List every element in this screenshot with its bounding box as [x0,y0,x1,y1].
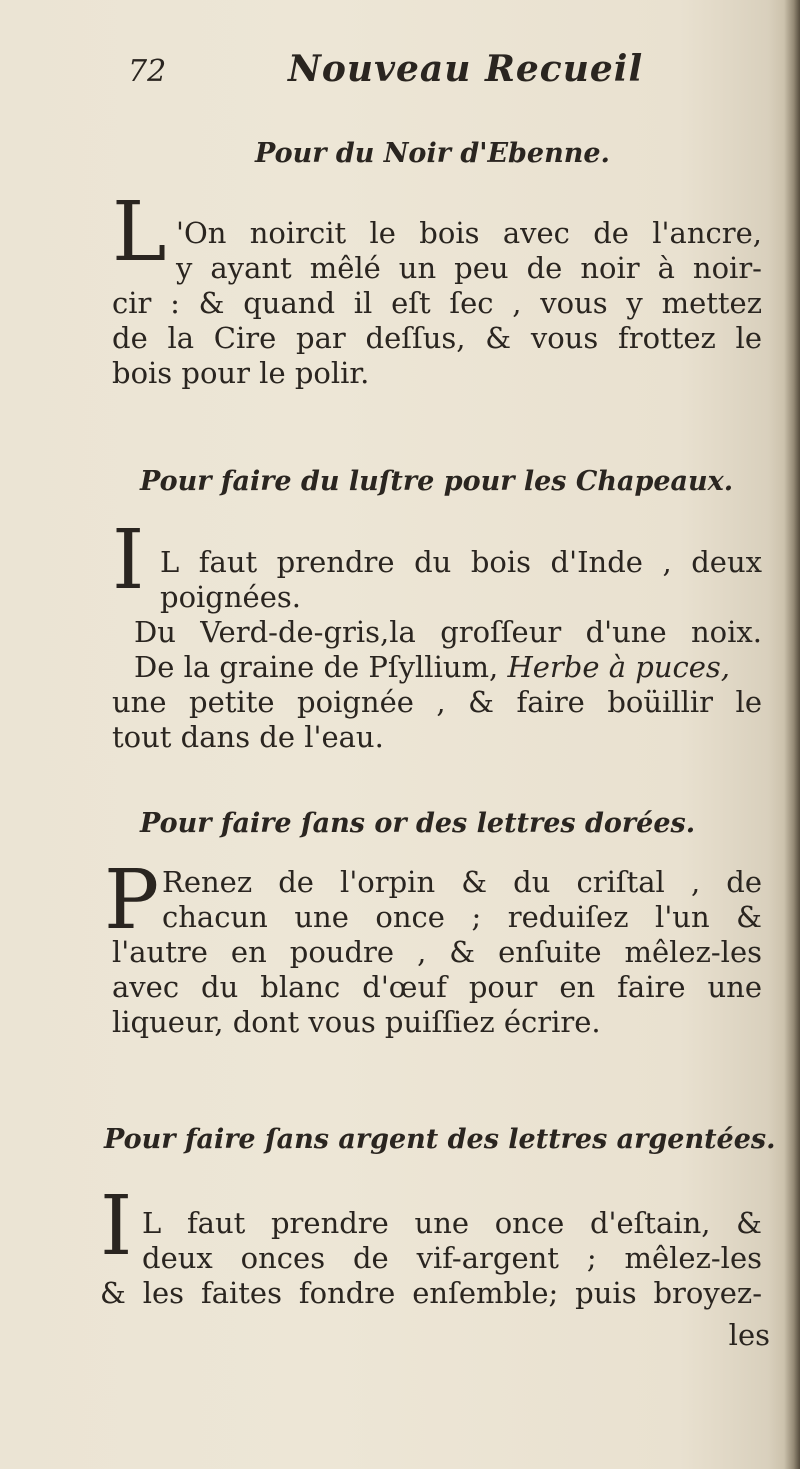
page-header [0,48,800,98]
section-heading: Pour faire ſans argent des lettres argentées. [104,1124,776,1155]
paragraph [112,216,762,391]
text-line: L faut prendre une once d'eſtain, & [142,1206,762,1240]
text-line: une petite poignée , & faire boüillir le [112,685,762,719]
text-line [134,650,762,685]
paragraph [112,545,762,755]
text-line: bois pour le polir. [112,356,370,390]
text-line: & les faites fondre enſemble; puis broyez- [100,1276,762,1310]
text-line: tout dans de l'eau. [112,720,384,754]
text-line: deux onces de vif-argent ; mêlez-les [142,1241,762,1275]
text-line: poignées. [160,580,301,614]
section-heading: Pour faire du luſtre pour les Chapeaux. [140,466,734,497]
text-line: Renez de l'orpin & du criſtal , de [162,865,762,899]
italic-phrase: Herbe à puces, [507,650,730,684]
text-line: avec du blanc d'œuf pour en faire une [112,970,762,1004]
text-line: y ayant mêlé un peu de noir à noir- [176,251,762,285]
paragraph [100,1206,762,1311]
section-heading: Pour faire ſans or des lettres dorées. [140,808,696,839]
text-line: Du Verd-de-gris,la groſſeur d'une noix. [134,615,762,649]
section-heading: Pour du Noir d'Ebenne. [255,138,610,169]
text-line: de la Cire par deſſus, & vous frottez le [112,321,762,355]
text-line: chacun une once ; reduiſez l'un & [162,900,762,934]
page-number: 72 [128,54,167,89]
text-line: cir : & quand il eſt ſec , vous y mettez [112,286,762,320]
text-line: l'autre en poudre , & enſuite mêlez-les [112,935,762,969]
text-line: liqueur, dont vous puiſſiez écrire. [112,1005,601,1039]
page-edge-shadow [784,0,800,1469]
text-line: 'On noircit le bois avec de l'ancre, [176,216,762,250]
drop-cap: I [100,1179,133,1274]
text-line: L faut prendre du bois d'Inde , deux [160,545,762,579]
paragraph [112,865,762,1040]
drop-cap: P [104,853,160,948]
drop-cap: I [112,513,145,608]
catchword: les [728,1318,770,1352]
drop-cap: L [112,185,167,280]
text-segment: De la graine de Pſyllium, [134,650,508,684]
running-title: Nouveau Recueil [288,48,644,90]
